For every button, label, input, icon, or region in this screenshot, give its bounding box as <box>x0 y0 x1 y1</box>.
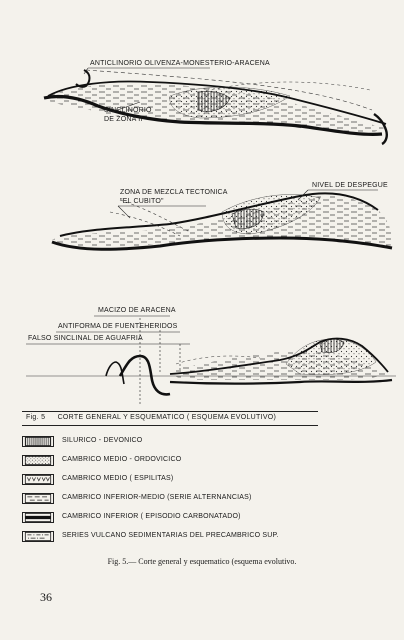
legend-row-espilitas <box>22 474 362 493</box>
dots-swatch <box>22 455 54 466</box>
legend-row-carbonatado <box>22 512 362 531</box>
legend <box>22 436 362 550</box>
section-2-cross-section <box>50 190 392 249</box>
zona-mezcla-label-line2: "EL CUBITO" <box>120 198 164 205</box>
anticlinorio-label: ANTICLINORIO OLIVENZA-MONESTERIO-ARACENA <box>90 60 270 67</box>
page-number: 36 <box>40 590 52 604</box>
figure-rule-top <box>22 411 318 412</box>
vertical-lines-swatch <box>22 436 54 447</box>
figure-title: CORTE GENERAL Y ESQUEMATICO ( ESQUEMA EVOLUTIVO) <box>57 414 277 421</box>
figure-rule-bottom <box>22 425 318 426</box>
figure-number: Fig. 5 <box>26 414 46 421</box>
legend-label: CAMBRICO INFERIOR ( EPISODIO CARBONATADO) <box>62 513 241 520</box>
figure-label <box>26 414 286 421</box>
figure-caption: Fig. 5.— Corte general y esquematico (esquema evolutivo. <box>107 557 297 566</box>
nivel-despegue-label: NIVEL DE DESPEGUE <box>312 182 388 189</box>
legend-row-cambrico-ordovicico <box>22 455 362 474</box>
legend-label: CAMBRICO MEDIO ( ESPILITAS) <box>62 475 174 482</box>
legend-label: CAMBRICO INFERIOR-MEDIO (SERIE ALTERNANCIAS) <box>62 494 252 501</box>
macizo-label: MACIZO DE ARACENA <box>98 307 176 314</box>
v-marks-swatch <box>22 474 54 485</box>
legend-row-alternancias <box>22 493 362 512</box>
legend-label: CAMBRICO MEDIO - ORDOVICICO <box>62 456 182 463</box>
legend-row-silurico <box>22 436 362 455</box>
legend-label: SILURICO - DEVONICO <box>62 437 143 444</box>
section-1-cross-section <box>44 68 387 144</box>
sinclinorio-label-line1: SINCLINORIO <box>104 107 152 114</box>
zona-mezcla-label-line1: ZONA DE MEZCLA TECTONICA <box>120 189 228 196</box>
dash-dots-swatch <box>22 531 54 542</box>
falso-sinclinal-label: FALSO SINCLINAL DE AGUAFRIA <box>28 335 143 342</box>
thick-bar-swatch <box>22 512 54 523</box>
antiforma-label: ANTIFORMA DE FUENTEHERIDOS <box>58 323 178 330</box>
legend-row-precambrico <box>22 531 362 550</box>
dashes-swatch <box>22 493 54 504</box>
legend-label: SERIES VULCANO SEDIMENTARIAS DEL PRECAMBRICO SUP. <box>62 532 279 539</box>
sinclinorio-label-line2: DE ZONA II <box>104 116 143 123</box>
